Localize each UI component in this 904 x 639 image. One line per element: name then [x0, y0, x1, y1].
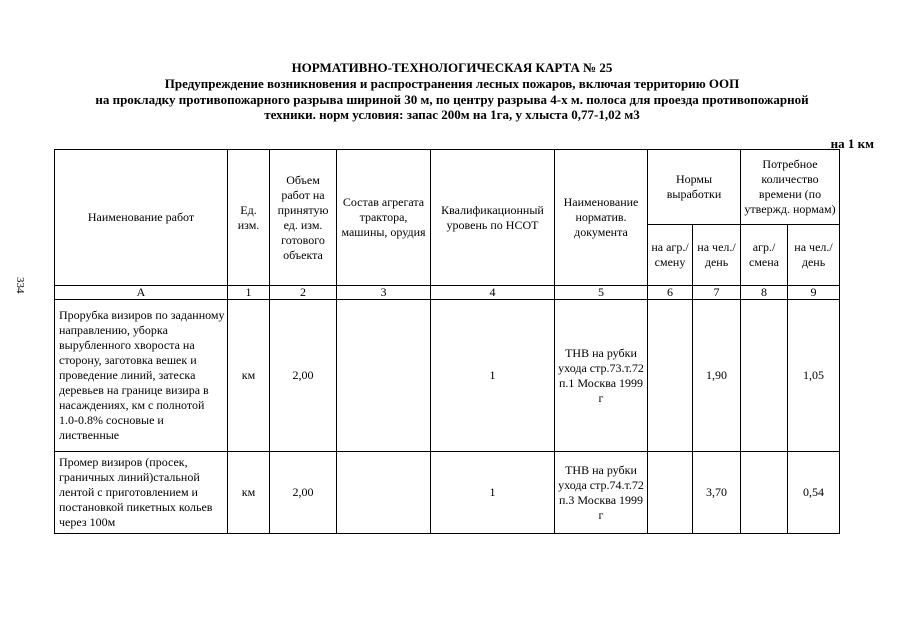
- card-subtitle-line-2: на прокладку противопожарного разрыва шириной 30 м, по центру разрыва 4-х м. полоса для проезда противопожарной: [95, 92, 809, 107]
- column-number: 4: [431, 286, 555, 300]
- row-unit: км: [228, 452, 270, 534]
- row-norm-man: 1,90: [693, 300, 741, 452]
- row-volume: 2,00: [270, 452, 337, 534]
- header-time-man: на чел./ день: [788, 225, 840, 286]
- column-number: 9: [788, 286, 840, 300]
- header-norms-agr: на агр./ смену: [648, 225, 693, 286]
- row-unit: км: [228, 300, 270, 452]
- table-row: [55, 300, 840, 452]
- column-number: 2: [270, 286, 337, 300]
- row-norm-doc: ТНВ на рубки ухода стр.74.т.72 п.3 Москва 1999 г: [555, 452, 648, 534]
- header-composition: Состав агрегата трактора, машины, орудия: [337, 150, 431, 286]
- row-work-name: Промер визиров (просек, граничных линий)стальной лентой с приготовлением и постановкой пикетных кольев через 100м: [55, 452, 228, 534]
- unit-note: на 1 км: [830, 136, 874, 151]
- row-time-man: 0,54: [788, 452, 840, 534]
- row-qualification: 1: [431, 452, 555, 534]
- row-time-agr: [741, 300, 788, 452]
- row-volume: 2,00: [270, 300, 337, 452]
- column-number: 6: [648, 286, 693, 300]
- row-work-name: Прорубка визиров по заданному направлению, уборка вырубленного хвороста на сторону, заготовка вешек и проведение линий, затеска деревьев на границе визира в насаждениях, км с полнотой 1.0-0.8% сосновые и лиственные: [55, 300, 228, 452]
- card-subtitle-line-3: техники. норм условия: запас 200м на 1га, у хлыста 0,77-1,02 м3: [264, 107, 640, 122]
- header-unit: Ед. изм.: [228, 150, 270, 286]
- row-norm-doc: ТНВ на рубки ухода стр.73.т.72 п.1 Москва 1999 г: [555, 300, 648, 452]
- column-number-row: [55, 286, 840, 300]
- column-number: 3: [337, 286, 431, 300]
- table-row: [55, 452, 840, 534]
- header-norm-doc: Наименование норматив. документа: [555, 150, 648, 286]
- header-row: [55, 150, 840, 225]
- row-composition: [337, 300, 431, 452]
- row-composition: [337, 452, 431, 534]
- column-number: 1: [228, 286, 270, 300]
- row-norm-agr: [648, 300, 693, 452]
- header-norms-man: на чел./ день: [693, 225, 741, 286]
- card-title: НОРМАТИВНО-ТЕХНОЛОГИЧЕСКАЯ КАРТА № 25: [291, 60, 613, 75]
- header-time-agr: агр./ смена: [741, 225, 788, 286]
- page-number: 334: [14, 277, 26, 294]
- header-volume: Объем работ на принятую ед. изм. готового объекта: [270, 150, 337, 286]
- row-norm-man: 3,70: [693, 452, 741, 534]
- row-time-man: 1,05: [788, 300, 840, 452]
- column-number: А: [55, 286, 228, 300]
- column-number: 5: [555, 286, 648, 300]
- column-number: 8: [741, 286, 788, 300]
- row-norm-agr: [648, 452, 693, 534]
- row-qualification: 1: [431, 300, 555, 452]
- header-time: Потребное количество времени (по утвержд. нормам): [741, 150, 840, 225]
- row-time-agr: [741, 452, 788, 534]
- header-qualification: Квалификационный уровень по НСОТ: [431, 150, 555, 286]
- header-norms: Нормы выработки: [648, 150, 741, 225]
- norms-table: [54, 149, 840, 534]
- column-number: 7: [693, 286, 741, 300]
- card-subtitle-line-1: Предупреждение возникновения и распространения лесных пожаров, включая территорию ООП: [164, 76, 740, 91]
- header-name: Наименование работ: [55, 150, 228, 286]
